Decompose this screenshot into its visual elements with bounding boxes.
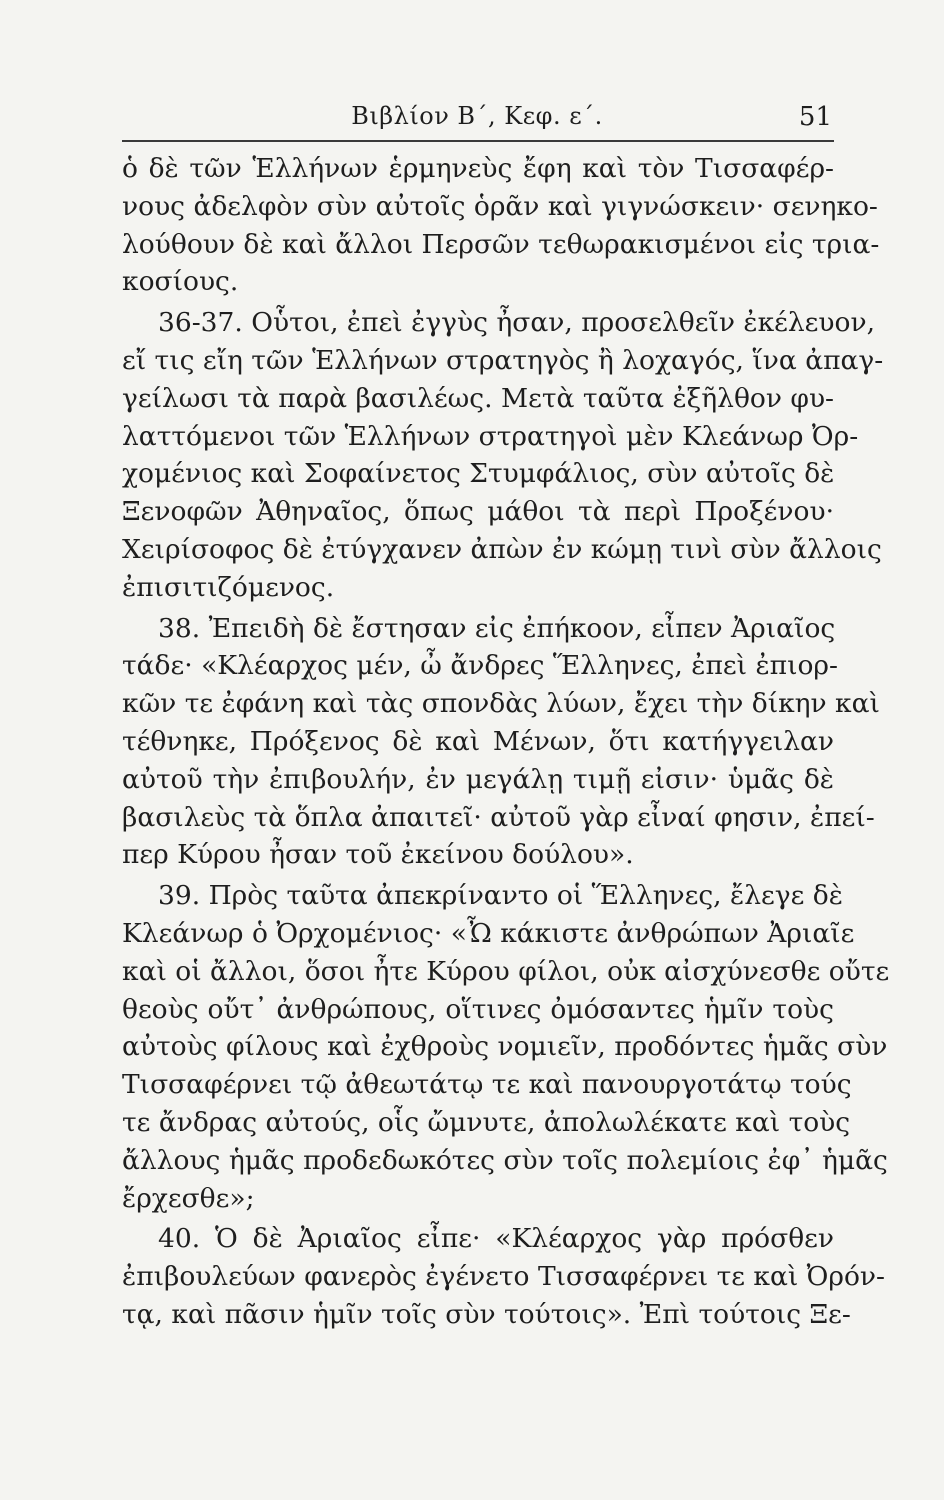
text-line: χομένιος καὶ Σοφαίνετος Στυμφάλιος, σὺν αὐτοῖς δὲ	[122, 458, 835, 490]
text-line: ὁ δὲ τῶν Ἑλλήνων ἑρμηνεὺς ἔφη καὶ τὸν Τισσαφέρ-	[122, 153, 834, 184]
text-line: θεοὺς οὔτ᾽ ἀνθρώπους, οἵτινες ὀμόσαντες ἡμῖν τοὺς	[122, 993, 834, 1025]
text-line: γείλωσι τὰ παρὰ βασιλέως. Μετὰ ταῦτα ἐξῆλθον φυ-	[122, 382, 835, 414]
text-line: λούθουν δὲ καὶ ἄλλοι Περσῶν τεθωρακισμένοι εἰς τρια-	[122, 228, 880, 260]
text-line: τάδε· «Κλέαρχος μέν, ὦ ἄνδρες Ἕλληνες, ἐπεὶ ἐπιορ-	[122, 650, 838, 682]
text-line: αὐτοῦ τὴν ἐπιβουλήν, ἐν μεγάλῃ τιμῇ εἰσιν· ὑμᾶς δὲ	[122, 763, 834, 795]
text-line: βασιλεὺς τὰ ὅπλα ἀπαιτεῖ· αὐτοῦ γὰρ εἶναί φησιν, ἐπεί-	[122, 801, 875, 833]
text-line: Ξενοφῶν Ἀθηναῖος, ὅπως μάθοι τὰ περὶ Προξένου·	[122, 496, 834, 528]
text-line: τε ἄνδρας αὐτούς, οἷς ὤμνυτε, ἀπολωλέκατε καὶ τοὺς	[122, 1106, 851, 1138]
paragraph-38-start: 38. Ἐπειδὴ δὲ ἔστησαν εἰς ἐπήκοον, εἶπεν Ἀριαῖος	[158, 612, 836, 644]
page-header	[122, 102, 832, 136]
running-title: Βιβλίον Β΄, Κεφ. ε΄.	[351, 102, 603, 130]
text-line: περ Κύρου ἦσαν τοῦ ἐκείνου δούλου».	[122, 839, 634, 871]
paragraph-40-start: 40. Ὁ δὲ Ἀριαῖος εἶπε· «Κλέαρχος γὰρ πρόσθεν	[158, 1223, 834, 1255]
text-line: λαττόμενοι τῶν Ἑλλήνων στρατηγοὶ μὲν Κλεάνωρ Ὀρ-	[122, 420, 859, 452]
text-line: τᾳ, καὶ πᾶσιν ἡμῖν τοῖς σὺν τούτοις». Ἐπὶ τούτοις Ξε-	[122, 1298, 851, 1330]
text-line: Χειρίσοφος δὲ ἐτύγχανεν ἀπὼν ἐν κώμῃ τινὶ σὺν ἄλλοις	[122, 533, 882, 565]
text-line: αὐτοὺς φίλους καὶ ἐχθροὺς νομιεῖν, προδόντες ἡμᾶς σὺν	[122, 1031, 888, 1063]
paragraph-39-start: 39. Πρὸς ταῦτα ἀπεκρίναντο οἱ Ἕλληνες, ἔλεγε δὲ	[158, 880, 843, 912]
text-line: ἔρχεσθε»;	[122, 1182, 255, 1214]
text-line: εἴ τις εἴη τῶν Ἑλλήνων στρατηγὸς ἢ λοχαγός, ἵνα ἀπαγ-	[122, 344, 884, 376]
text-line: Κλεάνωρ ὁ Ὀρχομένιος· «Ὦ κάκιστε ἀνθρώπων Ἀριαῖε	[122, 917, 855, 949]
text-line: ἄλλους ἡμᾶς προδεδωκότες σὺν τοῖς πολεμίοις ἐφ᾽ ἡμᾶς	[122, 1144, 888, 1176]
text-line: ἐπισιτιζόμενος.	[122, 571, 335, 603]
paragraph-36-37-start: 36-37. Οὗτοι, ἐπεὶ ἐγγὺς ἦσαν, προσελθεῖν ἐκέλευον,	[158, 307, 876, 339]
page-number: 51	[798, 102, 832, 132]
header-rule	[122, 140, 834, 142]
text-line: ἐπιβουλεύων φανερὸς ἐγένετο Τισσαφέρνει τε καὶ Ὀρόν-	[122, 1261, 886, 1293]
text-line: κῶν τε ἐφάνη καὶ τὰς σπονδὰς λύων, ἔχει τὴν δίκην καὶ	[122, 688, 880, 720]
text-line: καὶ οἱ ἄλλοι, ὅσοι ἦτε Κύρου φίλοι, οὐκ αἰσχύνεσθε οὔτε	[122, 955, 890, 987]
text-line: κοσίους.	[122, 266, 239, 298]
text-line: Τισσαφέρνει τῷ ἀθεωτάτῳ τε καὶ πανουργοτάτῳ τούς	[122, 1069, 852, 1101]
text-line: τέθνηκε, Πρόξενος δὲ καὶ Μένων, ὅτι κατήγγειλαν	[122, 725, 834, 757]
text-line: νους ἀδελφὸν σὺν αὐτοῖς ὁρᾶν καὶ γιγνώσκειν· σενηκο-	[122, 190, 878, 222]
body-text	[122, 150, 890, 1334]
